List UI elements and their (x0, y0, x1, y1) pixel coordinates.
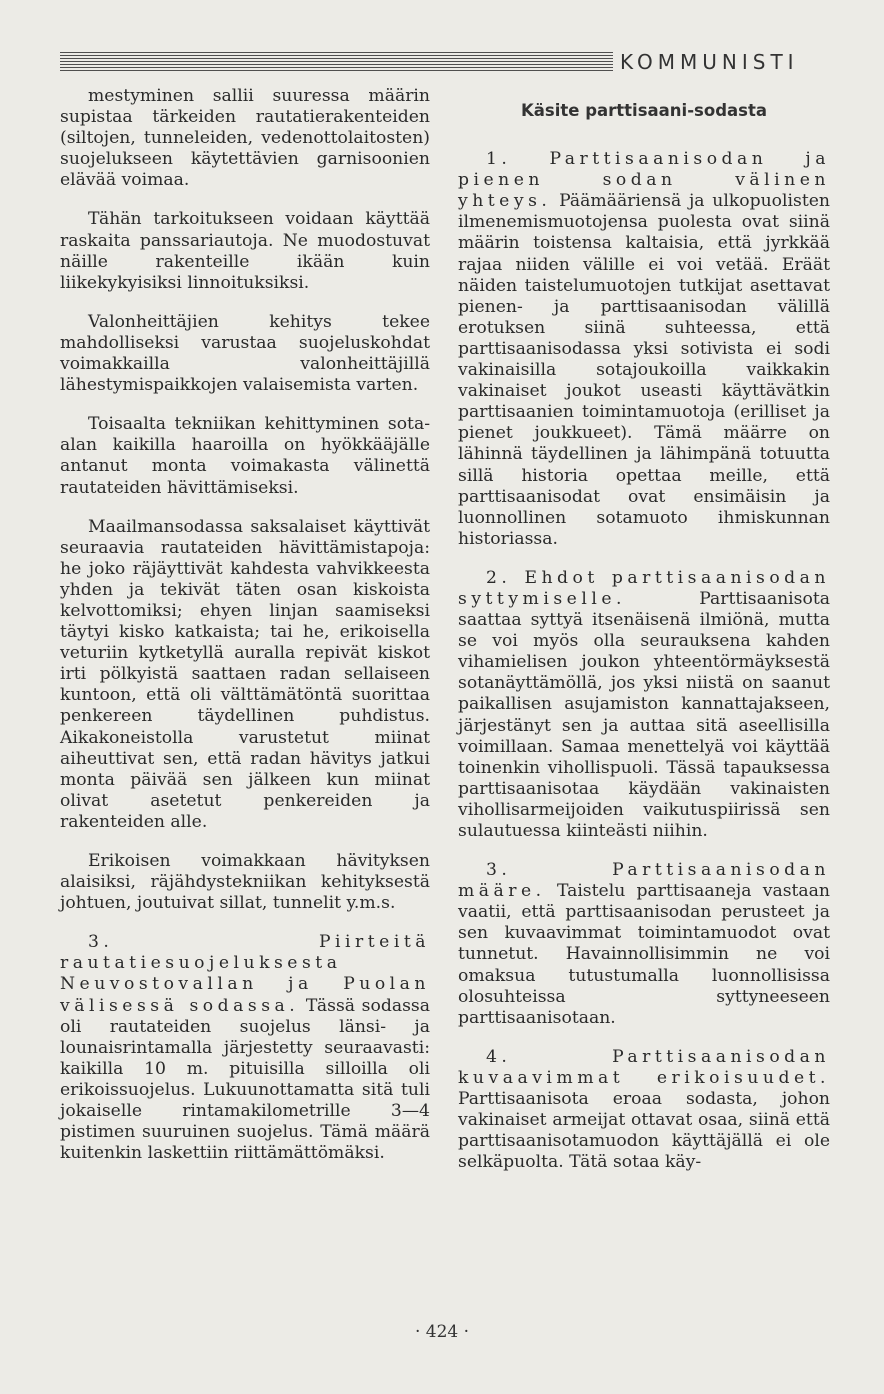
section-paragraph (60, 932, 430, 1164)
section-paragraph (458, 568, 830, 842)
paragraph: mestyminen sallii suuressa määrin supistaa tärkeiden rautatierakenteiden (siltojen, tunneleiden, vedenottolaitosten) suojelukseen käytettävien garnisoonien elävää voimaa. (60, 86, 430, 191)
section-paragraph (458, 1047, 830, 1174)
section-text: Taistelu parttisaaneja vastaan vaatii, että parttisaanisodan perusteet ja sen kuvaavimmat toimintamuodot ovat tunnetut. Havainnollisimmin ne voi omaksua tutustumalla luonnollisissa olosuhteissa syttyneeseen parttisaanisotaan. (458, 881, 830, 1028)
left-column (60, 86, 430, 1164)
paragraph: Valonheittäjien kehitys tekee mahdolliseksi varustaa suojeluskohdat voimakkailla valonheittäjillä lähestymispaikkojen valaisemista varten. (60, 311, 430, 396)
section-text: Päämääriensä ja ulkopuolisten ilmenemismuotojensa puolesta ovat siinä määrin toistensa kaltaisia, että jyrkkää rajaa niiden välille ei voi vetää. Eräät näiden taistelumuotojen tutkijat asettavat pienen- ja parttisaanisodan välillä erotuksen siinä suhteessa, että parttisaanisodassa yksi sotivista ei sodi vakinaisilla sotajoukoilla vaikkakin vakinaiset joukot useasti käyttävätkin parttisaanien toimintamuotoja (erilliset ja pienet joukkueet). Tämä määrre on lähinnä täydellinen ja lähimpänä totuutta sillä historia opettaa meille, että parttisaanisodat ovat ensimäisin ja luonnollinen sotamuoto ihmiskunnan historiassa. (458, 191, 830, 549)
section-text: Tässä sodassa oli rautateiden suojelus länsi- ja lounaisrintamalla järjestetty seuraavasti: kaikilla 10 m. pituisilla silloilla oli erikoissuojelus. Lukuunottamatta sitä tuli jokaiselle rintamakilometrille 3—4 pistimen suuruinen suojelus. Tämä määrä kuitenkin laskettiin riittämättömäksi. (60, 995, 430, 1164)
section-paragraph (458, 860, 830, 1029)
section-paragraph (458, 149, 830, 550)
section-heading: 1. Parttisaanisodan ja pienen sodan välinen yhteys. (458, 149, 830, 212)
section-text: Parttisaanisota saattaa syttyä itsenäisenä ilmiönä, mutta se voi myös olla seurauksena kahden vihamielisen joukon yhteentörmäyksestä sotanäyttämöllä, jos yksi niistä on saanut paikallisen asujamiston kannattajakseen, järjestänyt sen ja auttaa sitä aseellisilla voimillaan. Samaa menettelyä voi käyttää toinenkin vihollispuoli. Tässä tapauksessa parttisaanisotaa käydään vakinaisten vihollisarmeijoiden vaikutuspiirissä sen sulautuessa kiinteästi niihin. (458, 588, 830, 841)
section-heading: 4. Parttisaanisodan kuvaavimmat erikoisuudet. (458, 1046, 830, 1088)
section-heading: 2. Ehdot parttisaanisodan syttymiselle. (458, 567, 830, 609)
page-number: · 424 · (414, 1322, 470, 1342)
magazine-title: KOMMUNISTI (620, 50, 799, 74)
paragraph: Tähän tarkoitukseen voidaan käyttää raskaita panssariautoja. Ne muodostuvat näille rakenteille ikään kuin liikekykyisiksi linnoituksiksi. (60, 209, 430, 293)
section-text: Parttisaanisota eroaa sodasta, johon vakinaiset armeijat ottavat osaa, siinä että parttisaanisotamuodon käyttäjällä ei ole selkäpuolta. Tätä sotaa käy- (458, 1089, 830, 1173)
paragraph: Toisaalta tekniikan kehittyminen sota-alan kaikilla haaroilla on hyökkääjälle antanut monta voimakasta välinettä rautateiden hävittämiseksi. (60, 414, 430, 498)
paragraph: Maailmansodassa saksalaiset käyttivät seuraavia rautateiden hävittämistapoja: he joko räjäyttivät kahdesta vahvikkeesta yhden ja tekivät täten osan kiskoista kelvottomiksi; ehyen linjan saamiseksi täytyi kisko katkaista; tai he, erikoisella veturiin kytketyllä auralla repivät kiskot irti pölkyistä saattaen radan sellaiseen kuntoon, että oli välttämätöntä suorittaa penkereen täydellinen puhdistus. Aikakoneistolla varustetut miinat aiheuttivat sen, että radan hävitys jatkui monta päivää sen jälkeen kun miinat olivat asetetut penkereiden ja rakenteiden alle. (60, 516, 430, 832)
article-title: Käsite parttisaani-sodasta (520, 101, 768, 120)
section-heading: 3. Parttisaanisodan määre. (458, 860, 830, 902)
header-rule (60, 52, 613, 72)
right-column (458, 86, 830, 1173)
section-heading: 3. Piirteitä rautatiesuojeluksesta Neuvostovallan ja Puolan välisessä sodassa. (60, 932, 430, 1016)
paragraph: Erikoisen voimakkaan hävityksen alaisiksi, räjähdystekniikan kehityksestä johtuen, joutuivat sillat, tunnelit y.m.s. (60, 851, 430, 914)
